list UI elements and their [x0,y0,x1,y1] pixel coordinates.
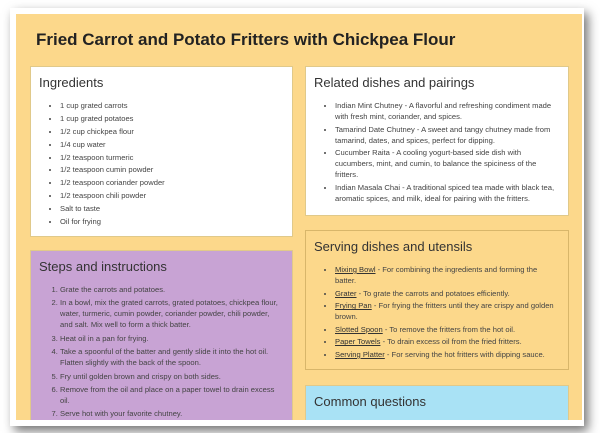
tool-description: - To grate the carrots and potatoes efficiently. [356,288,510,298]
ingredients-list [60,100,282,227]
step-item: 6. Remove from the oil and place on a paper towel to drain excess oil. [60,384,282,406]
tool-link-mixing-bowl[interactable]: Mixing Bowl [335,265,376,274]
tool-description: - To remove the fritters from the hot oil. [382,324,516,334]
tool-link-slotted-spoon[interactable]: Slotted Spoon [335,324,383,334]
tool-link-frying-pan[interactable]: Frying Pan [335,301,372,311]
recipe-page [16,14,582,420]
list-item: • Tamarind Date Chutney - A sweet and tangy chutney made from tamarind, dates, and spices, perfect for dipping. [335,124,558,146]
list-item: • Cucumber Raita - A cooling yogurt-based side dish with cucumbers, mint, and cumin, to balance the spiciness of the fritters. [335,147,558,180]
steps-heading: Steps and instructions [39,259,167,274]
steps-card [30,250,293,420]
related-heading: Related dishes and pairings [314,75,475,90]
list-item: • Indian Masala Chai - A traditional spiced tea made with black tea, aromatic spices, and milk, ideal for pairing with the fritters. [335,182,558,204]
list-item: • Salt to taste [60,203,282,214]
step-item: 3. Heat oil in a pan for frying. [60,333,282,344]
list-item: • 1/2 teaspoon cumin powder [60,164,282,175]
ingredients-heading: Ingredients [39,75,104,90]
list-item: • Indian Mint Chutney - A flavorful and refreshing condiment made with fresh mint, coriander, and spices. [335,100,558,122]
tool-description: - For serving the hot fritters with dipping sauce. [384,349,545,359]
list-item: • Oil for frying [60,216,282,227]
list-item: • 1/2 teaspoon coriander powder [60,177,282,188]
list-item: • 1/2 teaspoon chili powder [60,190,282,201]
ingredients-card [30,66,293,237]
tool-description: - For frying the fritters until they are crispy and golden brown. [335,301,554,322]
tool-link-grater[interactable]: Grater [335,288,357,298]
list-item [335,336,558,347]
serving-list [335,264,558,360]
related-dishes-card [305,66,569,216]
tool-description: - For combining the ingredients and forming the batter. [335,265,538,285]
page-title: Fried Carrot and Potato Fritters with Chickpea Flour [36,30,456,49]
list-item: • 1/2 cup chickpea flour [60,126,282,137]
common-questions-card [305,385,569,420]
list-item [335,288,558,299]
list-item: • 1/4 cup water [60,139,282,150]
tool-link-paper-towels[interactable]: Paper Towels [335,337,381,347]
list-item [335,300,558,322]
step-item: 4. Take a spoonful of the batter and gently slide it into the hot oil. Flatten slightly with the back of the spoon. [60,346,282,368]
tool-description: - To drain excess oil from the fried fritters. [380,337,522,347]
related-list [335,100,558,204]
step-item: 2. In a bowl, mix the grated carrots, grated potatoes, chickpea flour, water, turmeric, cumin powder, coriander powder, chili powder, and salt. Mix well to form a thick batter. [60,297,282,330]
list-item: • 1 cup grated carrots [60,100,282,111]
questions-heading: Common questions [314,394,426,409]
list-item: • 1/2 teaspoon turmeric [60,152,282,163]
tool-link-serving-platter[interactable]: Serving Platter [335,349,385,359]
list-item [335,264,558,286]
step-item: 5. Fry until golden brown and crispy on both sides. [60,371,282,382]
step-item: 7. Serve hot with your favorite chutney. [60,408,282,419]
serving-utensils-card [305,230,569,370]
serving-heading: Serving dishes and utensils [314,239,473,254]
list-item [335,324,558,335]
list-item: • 1 cup grated potatoes [60,113,282,124]
steps-list [60,284,282,419]
list-item [335,349,558,360]
step-item: 1. Grate the carrots and potatoes. [60,284,282,295]
